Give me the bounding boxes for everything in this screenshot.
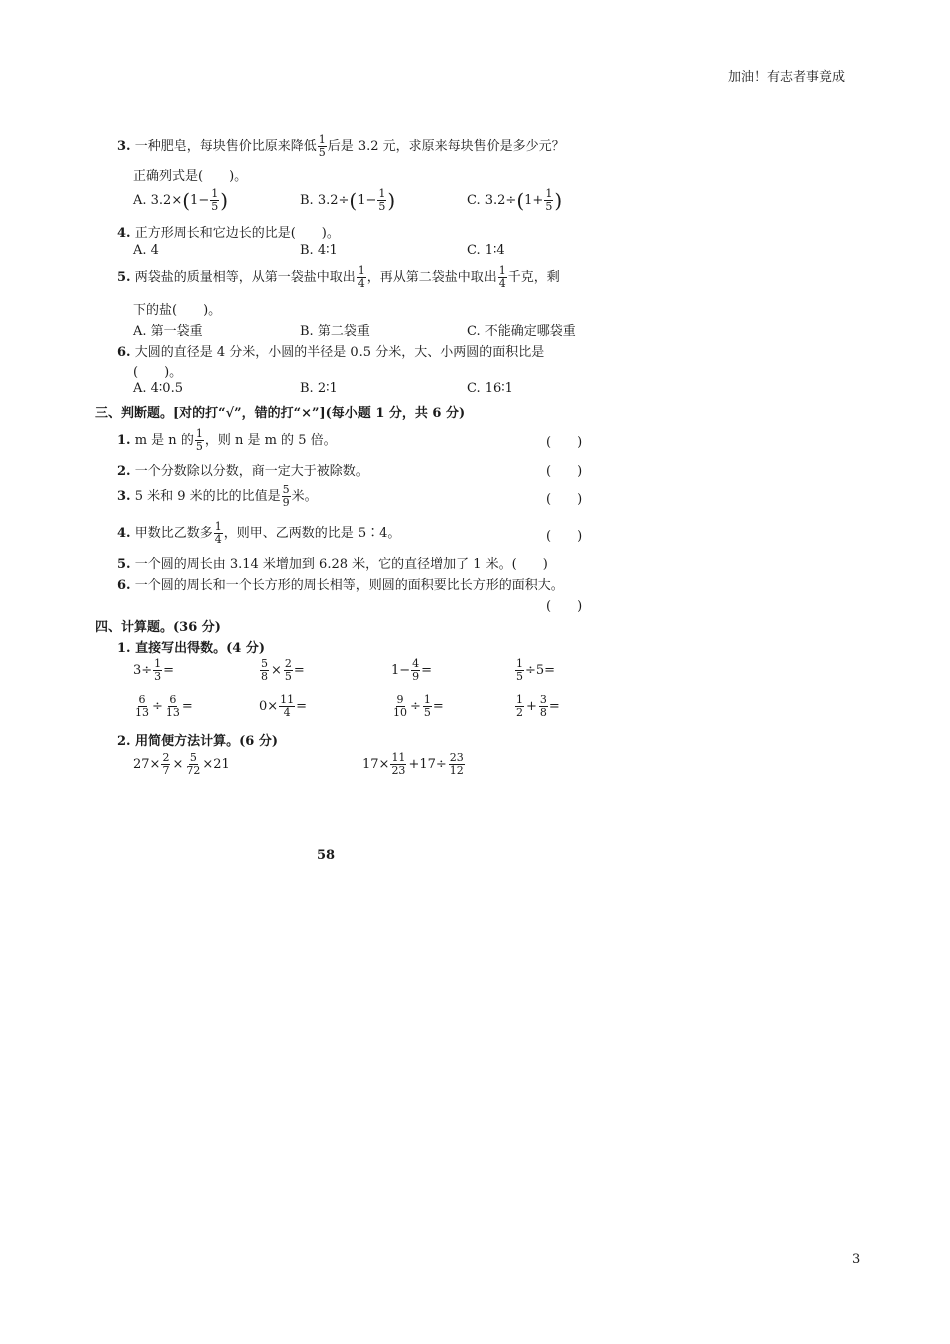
subsection-title: 2. 用简便方法计算。(6 分) [117, 734, 278, 749]
subsection-title: 1. 直接写出得数。(4 分) [117, 641, 265, 656]
expression: $\frac{1}{5}$ ÷5= [516, 657, 556, 683]
page-number: 3 [852, 1252, 861, 1267]
answer-blank[interactable]: ( ) [546, 492, 583, 507]
expression: $\frac{9}{10}$ ÷ $\frac{1}{5}$ = [393, 693, 444, 719]
question-4: 4. 正方形周长和它边长的比是( )。 [117, 226, 340, 241]
expression: 3÷ $\frac{1}{3}$ = [133, 657, 175, 683]
option-a: A. 第一袋重 [133, 324, 203, 339]
question-text: 一种肥皂，每块售价比原来降低 [134, 139, 317, 154]
judge-1: 1. m 是 n 的 $\frac{1}{5}$ ，则 n 是 m 的 5 倍。 [117, 427, 337, 453]
option-c: C. 16∶1 [467, 381, 513, 396]
expression: 0× $\frac{11}{4}$ = [259, 693, 308, 719]
page-number: 58 [317, 848, 336, 863]
expression: $\frac{5}{8}$ × $\frac{2}{5}$ = [261, 657, 305, 683]
answer-blank[interactable]: ( ) [546, 529, 583, 544]
judge-3: 3. 5 米和 9 米的比的比值是 $\frac{5}{9}$ 米。 [117, 483, 318, 509]
question-text: 后是 3.2 元，求原来每块售价是多少元？ [327, 139, 565, 154]
expression: 27× $\frac{2}{7}$ × $\frac{5}{72}$ ×21 [133, 751, 230, 777]
expression: $\frac{1}{2}$ + $\frac{3}{8}$ = [516, 693, 560, 719]
option-c: C. 1∶4 [467, 243, 505, 258]
question-6-line2: ( )。 [133, 365, 183, 380]
option-c: C. 3.2÷(1+ $\frac{1}{5}$ ) [467, 187, 563, 213]
answer-blank[interactable]: ( ) [546, 599, 583, 614]
option-a: A. 3.2×(1− $\frac{1}{5}$ ) [133, 187, 229, 213]
question-5: 5. 两袋盐的质量相等，从第一袋盐中取出 $\frac{1}{4}$ ，再从第二袋盐中取出 $\frac{1}{4}$ 千克，剩 [117, 264, 560, 290]
answer-blank[interactable]: ( ) [546, 435, 583, 450]
option-b: B. 第二袋重 [300, 324, 370, 339]
question-number: 3. [117, 139, 131, 154]
expression: 1− $\frac{4}{9}$ = [391, 657, 433, 683]
fraction: $\frac{1}{5}$ [318, 133, 326, 159]
section-title-judge: 三、判断题。[对的打“√”，错的打“×”](每小题 1 分，共 6 分) [95, 406, 466, 421]
option-c: C. 不能确定哪袋重 [467, 324, 576, 339]
judge-2: 2. 一个分数除以分数，商一定大于被除数。 [117, 464, 369, 479]
expression: $\frac{6}{13}$ ÷ $\frac{6}{13}$ = [135, 693, 193, 719]
answer-blank[interactable]: ( ) [546, 464, 583, 479]
judge-6: 6. 一个圆的周长和一个长方形的周长相等，则圆的面积要比长方形的面积大。 [117, 578, 564, 593]
header-motto: 加油！有志者事竟成 [728, 70, 846, 85]
section-title-calc: 四、计算题。(36 分) [95, 620, 221, 635]
option-a: A. 4 [133, 243, 159, 258]
option-a: A. 4∶0.5 [133, 381, 183, 396]
option-b: B. 4∶1 [300, 243, 338, 258]
expression: 17× $\frac{11}{23}$ +17÷ $\frac{23}{12}$ [362, 751, 464, 777]
question-5-line2: 下的盐( )。 [133, 303, 222, 318]
question-6: 6. 大圆的直径是 4 分米，小圆的半径是 0.5 分米，大、小两圆的面积比是 [117, 345, 545, 360]
judge-4: 4. 甲数比乙数多 $\frac{1}{4}$ ，则甲、乙两数的比是 5∶4。 [117, 520, 401, 546]
question-3-line2: 正确列式是( )。 [133, 169, 248, 184]
judge-5: 5. 一个圆的周长由 3.14 米增加到 6.28 米，它的直径增加了 1 米。( ) [117, 557, 548, 572]
question-3 [117, 134, 565, 159]
option-b: B. 2∶1 [300, 381, 338, 396]
option-b: B. 3.2÷(1− $\frac{1}{5}$ ) [300, 187, 396, 213]
